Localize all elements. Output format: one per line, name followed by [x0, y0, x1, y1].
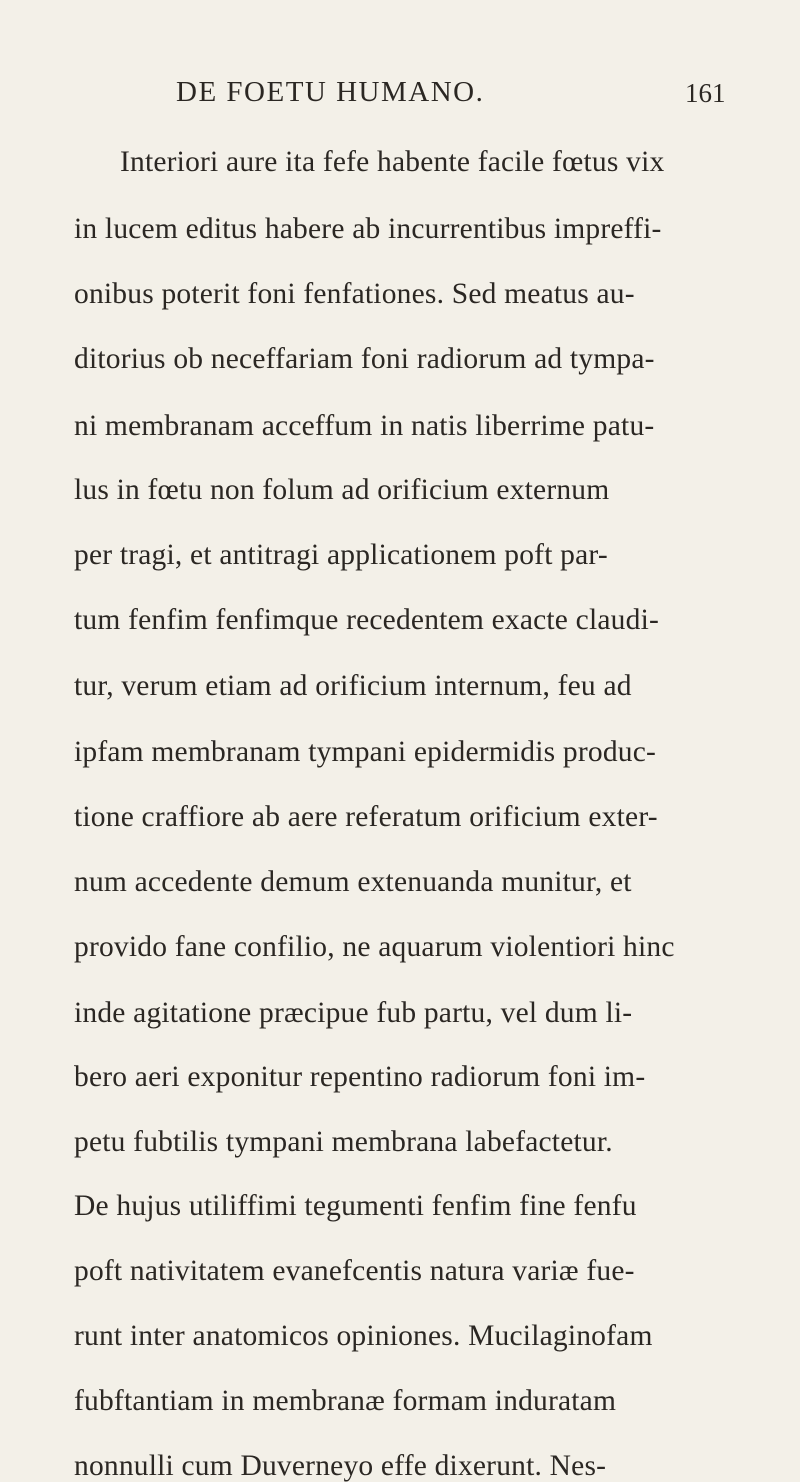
text-line: onibus poterit foni fenfationes. Sed meatus au-: [74, 278, 635, 310]
running-head-title: DE FOETU HUMANO.: [176, 76, 485, 108]
text-line: per tragi, et antitragi applicationem poft par-: [74, 539, 608, 571]
text-line: ni membranam acceffum in natis liberrime patu-: [74, 410, 655, 442]
text-line: runt inter anatomicos opiniones. Mucilaginofam: [74, 1320, 653, 1352]
text-line: ipfam membranam tympani epidermidis produc-: [74, 736, 657, 768]
text-line: num accedente demum extenuanda munitur, et: [74, 866, 632, 898]
text-line: De hujus utiliffimi tegumenti fenfim fine fenfu: [74, 1190, 637, 1222]
text-line: in lucem editus habere ab incurrentibus impreffi-: [74, 213, 662, 245]
text-line: bero aeri exponitur repentino radiorum foni im-: [74, 1061, 646, 1093]
text-line: nonnulli cum Duverneyo effe dixerunt. Nes-: [74, 1450, 607, 1482]
text-line: tum fenfim fenfimque recedentem exacte claudi-: [74, 604, 659, 636]
text-line: ditorius ob neceffariam foni radiorum ad tympa-: [74, 343, 655, 375]
text-line: tione craffiore ab aere referatum orificium exter-: [74, 801, 658, 833]
text-line: provido fane confilio, ne aquarum violentiori hinc: [74, 931, 675, 963]
text-line: fubftantiam in membranæ formam induratam: [74, 1385, 617, 1417]
text-line: tur, verum etiam ad orificium internum, feu ad: [74, 670, 632, 702]
text-line: inde agitatione præcipue fub partu, vel dum li-: [74, 997, 633, 1029]
text-line: lus in fœtu non folum ad orificium externum: [74, 474, 610, 506]
text-line: petu fubtilis tympani membrana labefactetur.: [74, 1126, 613, 1158]
text-line: Interiori aure ita fefe habente facile fœtus vix: [120, 146, 665, 178]
running-head: [0, 76, 800, 116]
page-number: 161: [685, 78, 726, 108]
text-line: poft nativitatem evanefcentis natura variæ fue-: [74, 1255, 635, 1287]
